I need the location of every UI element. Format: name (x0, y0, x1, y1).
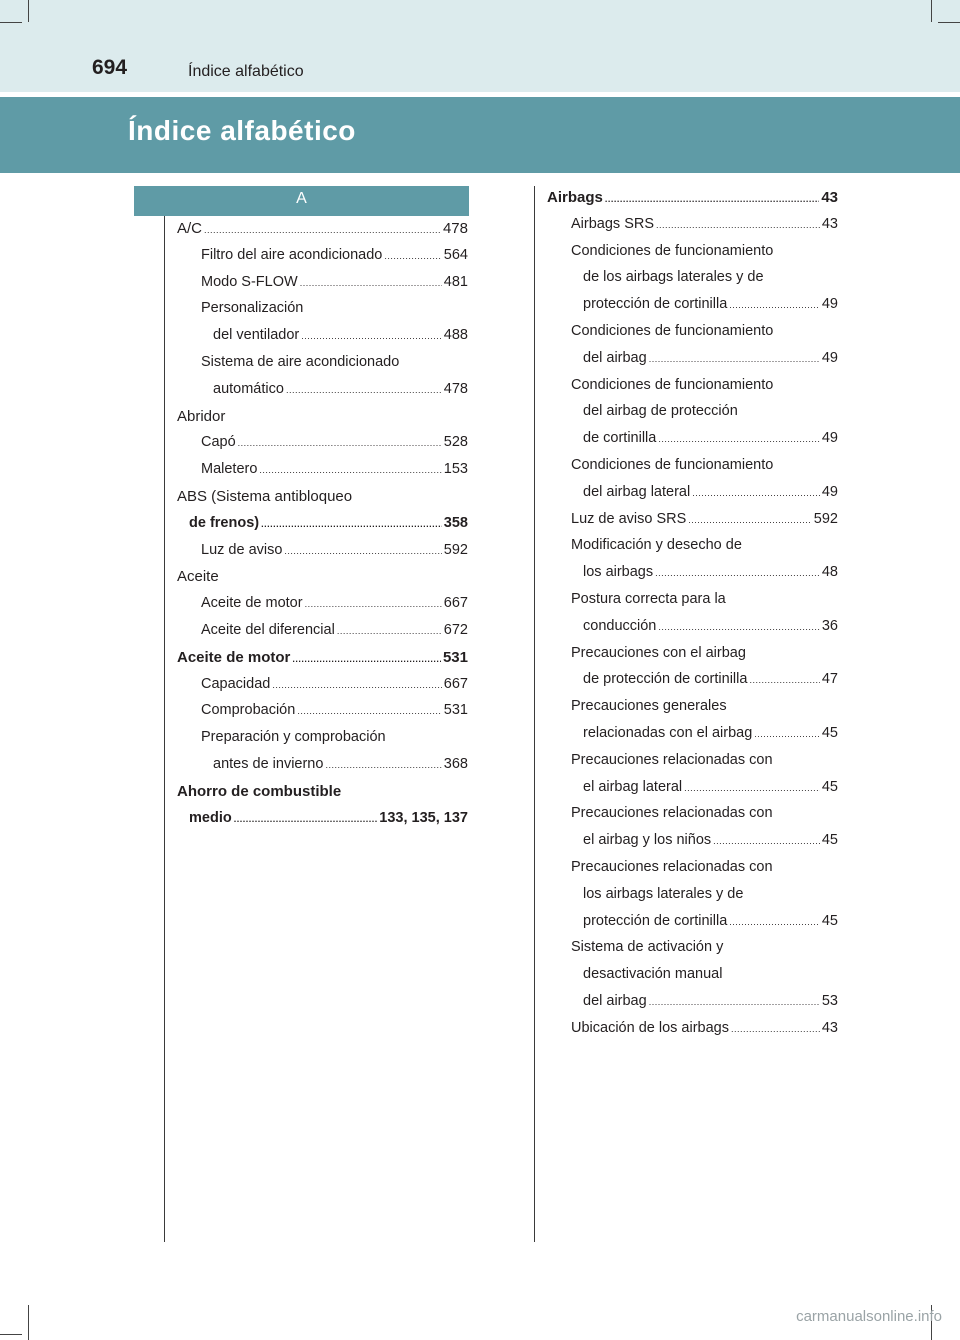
index-entry (177, 756, 468, 783)
index-entry-text: desactivación manual (583, 966, 723, 983)
index-entry-text: los airbags laterales y de (583, 885, 744, 902)
index-entry-page: 45 (821, 724, 838, 741)
index-entry (177, 247, 468, 274)
index-entry-text: Precauciones relacionadas con (571, 805, 773, 822)
index-entry-page: 43 (821, 189, 838, 206)
index-entry-page: 45 (821, 912, 838, 929)
dot-leader (305, 599, 442, 609)
index-entry-text: los airbags (583, 564, 654, 581)
index-entry (547, 1020, 838, 1047)
dot-leader (688, 515, 812, 525)
index-entry (547, 752, 838, 779)
dot-leader (297, 706, 441, 716)
index-entry (177, 461, 468, 488)
crop-mark (931, 0, 932, 22)
index-entry (177, 783, 468, 810)
index-entry-page: 49 (821, 296, 838, 313)
index-entry-text: del airbag lateral (583, 483, 691, 500)
index-entry (177, 676, 468, 703)
index-entry (177, 488, 468, 515)
index-entry-text: protección de cortinilla (583, 296, 728, 313)
index-entry (547, 725, 838, 752)
page-number: 694 (92, 56, 128, 79)
dot-leader (259, 465, 441, 475)
crop-mark (0, 22, 22, 23)
index-entry-text: Personalización (201, 300, 304, 317)
index-entry-text: Preparación y comprobación (201, 729, 386, 746)
index-entry (177, 542, 468, 569)
dot-leader (729, 917, 820, 927)
dot-leader (731, 1024, 820, 1034)
index-entry-page: 531 (442, 648, 468, 666)
dot-leader (656, 220, 820, 230)
index-entry-page: 672 (443, 621, 468, 638)
index-entry-page: 53 (821, 992, 838, 1009)
index-entry (547, 671, 838, 698)
index-entry (177, 515, 468, 542)
index-entry-page: 667 (443, 675, 468, 692)
index-entry (547, 537, 838, 564)
index-entry-page: 592 (813, 510, 838, 527)
index-entry (547, 511, 838, 538)
index-entry-text: protección de cortinilla (583, 912, 728, 929)
index-entry-page: 49 (821, 349, 838, 366)
index-entry-text: automático (213, 380, 284, 397)
index-entry (547, 296, 838, 323)
index-entry (547, 243, 838, 270)
index-entry-text: Maletero (201, 461, 258, 478)
index-entry (547, 886, 838, 913)
index-entry-page: 36 (821, 617, 838, 634)
index-entry-text: Precauciones relacionadas con (571, 858, 773, 875)
index-entry-text: el airbag lateral (583, 778, 683, 795)
index-entry-page: 45 (821, 832, 838, 849)
index-entry-page: 592 (443, 541, 468, 558)
index-entry (177, 408, 468, 435)
dot-leader (284, 546, 441, 556)
index-entry-page: 564 (443, 246, 468, 263)
index-entry-page: 48 (821, 564, 838, 581)
index-entry-page: 43 (821, 215, 838, 232)
index-entry (547, 645, 838, 672)
index-entry-text: Luz de aviso (201, 541, 283, 558)
crop-mark (28, 0, 29, 22)
dot-leader (204, 225, 441, 235)
dot-leader (292, 654, 441, 664)
dot-leader (692, 488, 820, 498)
index-entry-text: Filtro del aire acondicionado (201, 246, 383, 263)
dot-leader (658, 434, 820, 444)
index-entry (177, 220, 468, 247)
index-entry (547, 859, 838, 886)
index-column-left (177, 220, 468, 836)
index-entry-text: del airbag (583, 992, 647, 1009)
index-entry-page: 488 (443, 327, 468, 344)
dot-leader (649, 997, 820, 1007)
index-entry-text: Aceite de motor (177, 648, 291, 666)
index-entry-text: Sistema de activación y (571, 939, 724, 956)
index-entry (547, 457, 838, 484)
page-title: Índice alfabético (128, 115, 356, 146)
running-title: Índice alfabético (188, 63, 304, 80)
index-entry-text: Precauciones generales (571, 698, 727, 715)
index-entry-page: 478 (443, 380, 468, 397)
index-entry-text: Sistema de aire acondicionado (201, 353, 400, 370)
dot-leader (261, 519, 442, 529)
index-entry-text: Condiciones de funcionamiento (571, 456, 774, 473)
index-entry-page: 368 (443, 755, 468, 772)
index-entry (177, 702, 468, 729)
index-entry-text: Ubicación de los airbags (571, 1019, 729, 1036)
dot-leader (325, 760, 441, 770)
index-entry-text: Airbags SRS (571, 215, 655, 232)
dot-leader (655, 568, 820, 578)
index-entry-text: de los airbags laterales y de (583, 269, 764, 286)
index-entry-page: 133, 135, 137 (379, 809, 468, 826)
index-entry-text: Abridor (177, 407, 226, 425)
index-entry-text: Comprobación (201, 702, 296, 719)
index-entry-page: 43 (821, 1019, 838, 1036)
index-entry (177, 649, 468, 676)
header-band (0, 0, 960, 92)
index-entry-text: Aceite de motor (201, 595, 303, 612)
index-entry (547, 805, 838, 832)
index-entry (177, 729, 468, 756)
dot-leader (684, 783, 820, 793)
column-rule-left (164, 186, 165, 1242)
index-entry-page: 45 (821, 778, 838, 795)
index-entry (547, 591, 838, 618)
index-entry (547, 698, 838, 725)
dot-leader (729, 300, 820, 310)
dot-leader (301, 331, 442, 341)
dot-leader (238, 438, 442, 448)
index-entry-text: Modo S-FLOW (201, 273, 298, 290)
index-entry-text: Modificación y desecho de (571, 537, 742, 554)
index-entry-page: 49 (821, 483, 838, 500)
index-entry (177, 568, 468, 595)
column-rule-right (534, 186, 535, 1242)
dot-leader (300, 278, 442, 288)
dot-leader (234, 814, 378, 824)
index-entry-page: 47 (821, 671, 838, 688)
index-entry (547, 403, 838, 430)
watermark: carmanualsonline.info (796, 1308, 942, 1325)
index-entry (547, 350, 838, 377)
index-entry-page: 528 (443, 434, 468, 451)
dot-leader (337, 626, 442, 636)
index-entry-text: conducción (583, 617, 657, 634)
index-entry-page: 531 (443, 702, 468, 719)
index-entry (177, 274, 468, 301)
index-entry-text: Precauciones relacionadas con (571, 751, 773, 768)
index-entry (547, 323, 838, 350)
dot-leader (384, 251, 441, 261)
dot-leader (272, 680, 441, 690)
index-entry (177, 434, 468, 461)
index-entry-text: el airbag y los niños (583, 832, 712, 849)
index-entry-text: Aceite (177, 568, 219, 586)
index-entry-text: antes de invierno (213, 755, 324, 772)
index-entry-text: de protección de cortinilla (583, 671, 748, 688)
index-entry (547, 430, 838, 457)
index-entry-page: 358 (443, 514, 468, 531)
dot-leader (713, 836, 820, 846)
dot-leader (749, 675, 819, 685)
index-entry (177, 300, 468, 327)
index-entry (547, 618, 838, 645)
index-entry (547, 966, 838, 993)
index-entry-text: Aceite del diferencial (201, 621, 335, 638)
index-entry-text: de cortinilla (583, 430, 657, 447)
index-entry-page: 153 (443, 461, 468, 478)
index-entry-page: 478 (442, 220, 468, 237)
index-entry (547, 832, 838, 859)
index-entry (547, 779, 838, 806)
index-entry (177, 327, 468, 354)
index-entry (177, 354, 468, 381)
index-entry (547, 993, 838, 1020)
index-entry-text: Capacidad (201, 675, 271, 692)
crop-mark (938, 22, 960, 23)
index-entry-text: relacionadas con el airbag (583, 724, 753, 741)
dot-leader (605, 194, 819, 204)
index-entry-page: 481 (443, 273, 468, 290)
index-entry (547, 484, 838, 511)
dot-leader (286, 385, 442, 395)
index-entry-text: medio (189, 809, 232, 826)
crop-mark (0, 1334, 22, 1335)
index-entry-text: Condiciones de funcionamiento (571, 242, 774, 259)
dot-leader (754, 729, 820, 739)
index-entry-text: Luz de aviso SRS (571, 510, 687, 527)
index-entry (547, 913, 838, 940)
index-entry-text: Ahorro de combustible (177, 782, 342, 800)
index-entry (177, 595, 468, 622)
dot-leader (658, 622, 820, 632)
index-entry-page: 49 (821, 430, 838, 447)
index-entry (547, 939, 838, 966)
index-entry-text: Capó (201, 434, 236, 451)
dot-leader (649, 354, 820, 364)
index-entry-text: Postura correcta para la (571, 590, 726, 607)
index-entry (547, 189, 838, 216)
index-entry-text: Condiciones de funcionamiento (571, 322, 774, 339)
index-entry (177, 810, 468, 837)
index-entry-text: Condiciones de funcionamiento (571, 376, 774, 393)
index-entry-text: A/C (177, 220, 203, 237)
index-entry-page: 667 (443, 595, 468, 612)
index-entry (547, 377, 838, 404)
title-band (0, 97, 960, 173)
index-entry-text: Precauciones con el airbag (571, 644, 746, 661)
index-entry-text: del airbag (583, 349, 647, 366)
index-entry (547, 564, 838, 591)
index-entry-text: ABS (Sistema antibloqueo (177, 487, 353, 505)
index-entry-text: del airbag de protección (583, 403, 738, 420)
index-entry-text: del ventilador (213, 327, 300, 344)
index-column-right (547, 189, 838, 1047)
index-entry-text: de frenos) (189, 514, 260, 531)
index-entry (177, 381, 468, 408)
index-entry-text: Airbags (547, 189, 603, 206)
index-entry (177, 622, 468, 649)
crop-mark (28, 1305, 29, 1340)
section-letter-header: A (134, 186, 469, 216)
index-entry (547, 216, 838, 243)
index-entry (547, 269, 838, 296)
